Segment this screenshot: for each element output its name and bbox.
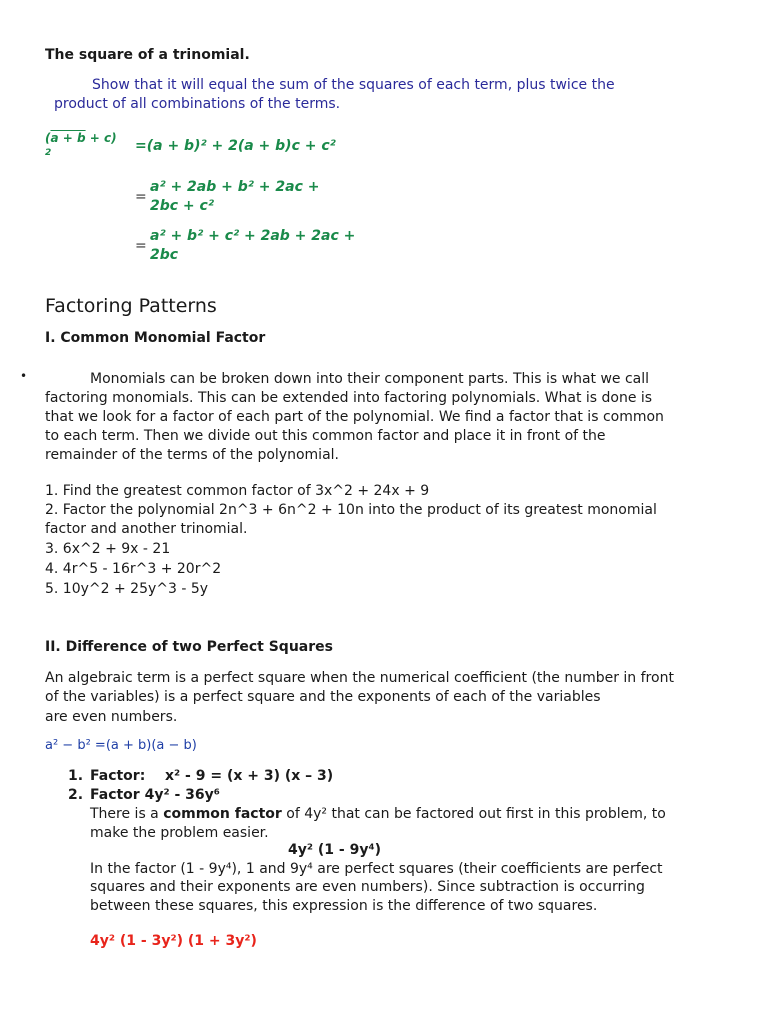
equation-line-3b: 2bc — [150, 247, 179, 263]
equation-line-2a: a² + 2ab + b² + 2ac + — [150, 179, 320, 195]
lhs-exponent: 2 — [45, 148, 52, 158]
difference-of-squares-formula: a² − b² =(a + b)(a − b) — [45, 738, 197, 753]
example-2-explanation-line-3: In the factor (1 - 9y⁴), 1 and 9y⁴ are perfect squares (their coefficients are perfect — [90, 861, 663, 877]
perfect-square-para-line-2: of the variables) is a perfect square and the exponents of each of the variables — [45, 689, 601, 705]
exercise-item-4: 4. 4r^5 - 16r^3 + 20r^2 — [45, 561, 222, 577]
explanation-text-c: of 4y² that can be factored out first in this problem, to — [281, 806, 666, 822]
monomial-para-line-1: Monomials can be broken down into their component parts. This is what we call — [90, 371, 650, 387]
example-1-label: Factor: — [90, 768, 146, 784]
page-heading-factoring-patterns: Factoring Patterns — [45, 295, 217, 317]
example-2-explanation-line-2: make the problem easier. — [90, 825, 269, 841]
example-1-number: 1. — [68, 768, 84, 784]
bullet-icon: • — [20, 369, 28, 383]
equation-line-2b: 2bc + c² — [150, 198, 214, 214]
explanation-text-a: There is a — [90, 806, 164, 822]
lhs-rest: + c) — [85, 131, 117, 145]
equals-sign-2: = — [135, 189, 147, 205]
subheading-difference-of-squares: II. Difference of two Perfect Squares — [45, 639, 333, 655]
example-2-explanation-line-5: between these squares, this expression is the difference of two squares. — [90, 898, 598, 914]
example-1-expression: x² - 9 = (x + 3) (x – 3) — [165, 768, 334, 784]
lhs-open-paren: ( — [45, 131, 51, 145]
perfect-square-para-line-3: are even numbers. — [45, 709, 178, 725]
exercise-item-3: 3. 6x^2 + 9x - 21 — [45, 541, 171, 557]
monomial-para-line-4: to each term. Then we divide out this common factor and place it in front of the — [45, 428, 606, 444]
subheading-common-monomial: I. Common Monomial Factor — [45, 330, 266, 346]
exercise-item-2-cont: factor and another trinomial. — [45, 521, 248, 537]
exercise-item-2: 2. Factor the polynomial 2n^3 + 6n^2 + 10n into the product of its greatest monomial — [45, 502, 657, 518]
common-factor-term: common factor — [163, 806, 282, 822]
monomial-para-line-2: factoring monomials. This can be extended into factoring polynomials. What is done is — [45, 390, 653, 406]
example-2-explanation-line-1 — [90, 805, 666, 824]
monomial-para-line-5: remainder of the terms of the polynomial. — [45, 447, 339, 463]
equals-sign-3: = — [135, 238, 147, 254]
lhs-expression — [45, 131, 117, 145]
example-2-number: 2. — [68, 787, 84, 803]
final-answer-expression: 4y² (1 - 3y²) (1 + 3y²) — [90, 933, 257, 949]
example-2-label: Factor 4y² - 36y⁶ — [90, 787, 220, 803]
example-2-explanation-line-4: squares and their exponents are even numbers). Since subtraction is occurring — [90, 879, 645, 895]
exercise-item-5: 5. 10y^2 + 25y^3 - 5y — [45, 581, 209, 597]
lhs-inner: a + b — [50, 131, 86, 145]
equation-line-3a: a² + b² + c² + 2ab + 2ac + — [150, 228, 356, 244]
intro-line-2: product of all combinations of the terms. — [54, 96, 341, 112]
factored-expression-centered: 4y² (1 - 9y⁴) — [288, 842, 381, 858]
intro-line-1: Show that it will equal the sum of the squares of each term, plus twice the — [92, 77, 615, 93]
equation-line-1: =(a + b)² + 2(a + b)c + c² — [135, 138, 336, 154]
exercise-item-1: 1. Find the greatest common factor of 3x^2 + 24x + 9 — [45, 483, 430, 499]
monomial-para-line-3: that we look for a factor of each part of the polynomial. We find a factor that is common — [45, 409, 664, 425]
perfect-square-para-line-1: An algebraic term is a perfect square when the numerical coefficient (the number in front — [45, 670, 674, 686]
section-title-trinomial: The square of a trinomial. — [45, 47, 250, 63]
